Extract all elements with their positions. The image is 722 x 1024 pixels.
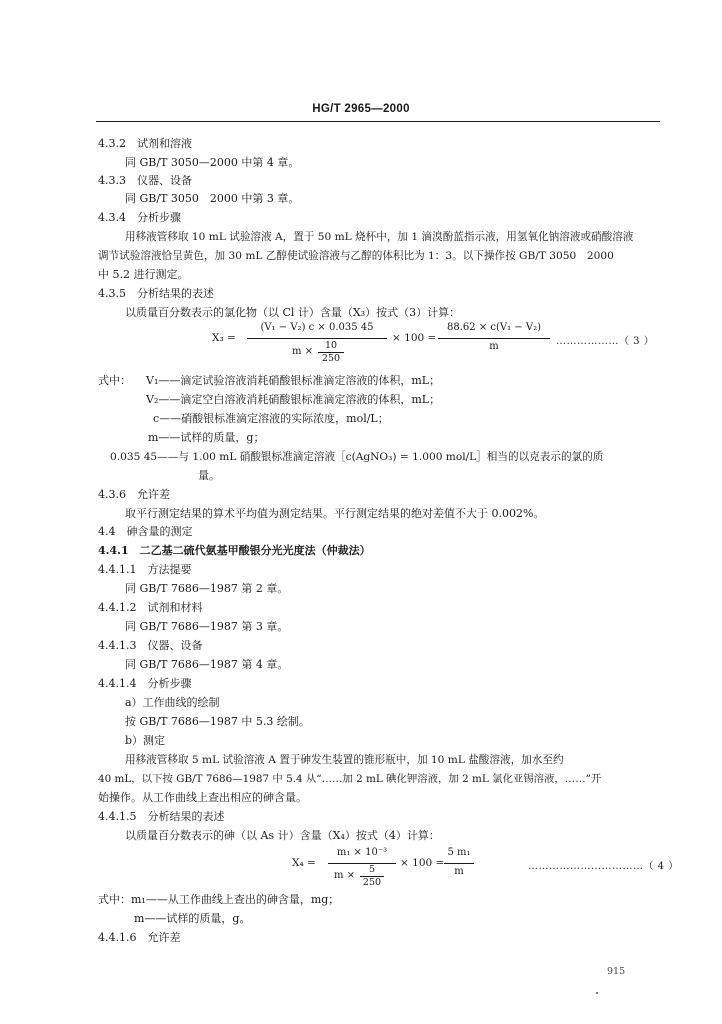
section-4-4-1-3-heading: 4.4.1.3 仪器、设备	[98, 639, 203, 652]
section-4-4-1-1-heading: 4.4.1.1 方法提要	[98, 563, 192, 576]
section-4-4-1-2-heading: 4.4.1.2 试剂和材料	[98, 601, 203, 614]
section-4-3-4-paragraph-line-3: 中 5.2 进行测定。	[98, 268, 189, 281]
formula-3-times-100: × 100 =	[392, 332, 437, 344]
section-4-3-6-body: 取平行测定结果的算术平均值为测定结果。平行测定结果的绝对差值不大于 0.002%。	[125, 507, 545, 520]
formula-4-inner-denominator: 250	[362, 877, 382, 888]
variable-m-definition: m——试样的质量，g；	[148, 431, 265, 444]
formula-4-second-denominator: m	[454, 866, 464, 877]
formula-3-lhs: X₃ =	[212, 332, 236, 344]
constant-definition-continuation: 量。	[198, 469, 220, 482]
section-4-4-1-5-heading: 4.4.1.5 分析结果的表述	[98, 810, 225, 823]
section-4-3-4-heading: 4.3.4 分析步骤	[98, 211, 181, 224]
step-b-paragraph-line-1: 用移液管移取 5 mL 试验溶液 A 置于砷发生装置的锥形瓶中，加 10 mL 盐酸溶液，加水至约	[125, 754, 564, 766]
formula-4-lhs: X₄ =	[292, 857, 316, 869]
formula-4-second-fraction-bar	[444, 863, 474, 864]
formula-4-number: ……………………………（ 4 ）	[528, 861, 679, 872]
variable-m-definition-formula-4: m——试样的质量，g。	[134, 912, 251, 925]
step-b-heading: b）测定	[125, 734, 166, 747]
variable-v2-definition: V₂——滴定空白溶液消耗硝酸银标准滴定溶液的体积，mL；	[146, 393, 441, 406]
formula-3-fraction-bar	[247, 338, 387, 339]
section-4-3-5-heading: 4.3.5 分析结果的表述	[98, 287, 214, 300]
variable-c-definition: c——硝酸银标准滴定溶液的实际浓度，mol/L；	[153, 412, 389, 425]
section-4-4-1-heading: 4.4.1 二乙基二硫代氨基甲酸银分光光度法（仲裁法）	[98, 544, 371, 557]
step-b-paragraph-line-3: 始操作。从工作曲线上查出相应的砷含量。	[98, 791, 307, 804]
where-label-formula-3: 式中：	[98, 374, 131, 387]
section-4-4-1-3-body: 同 GB/T 7686—1987 第 4 章。	[125, 658, 289, 671]
section-4-3-3-body: 同 GB/T 3050 2000 中第 3 章。	[125, 192, 300, 205]
variable-v1-definition: V₁——滴定试验溶液消耗硝酸银标准滴定溶液的体积，mL；	[146, 374, 441, 387]
section-4-4-1-6-heading: 4.4.1.6 允许差	[98, 931, 181, 944]
section-4-4-1-1-body: 同 GB/T 7686—1987 第 2 章。	[125, 582, 289, 595]
header-rule	[96, 121, 660, 122]
formula-3-inner-denominator: 250	[321, 353, 341, 364]
section-4-3-4-paragraph-line-1: 用移液管移取 10 mL 试验溶液 A，置于 50 mL 烧杯中，加 1 滴溴酚蓝指示液，用氢氧化钠溶液或硝酸溶液	[125, 231, 634, 243]
step-a-body: 按 GB/T 7686—1987 中 5.3 绘制。	[125, 715, 310, 728]
formula-3-number: ………………（ 3 ）	[556, 336, 655, 347]
formula-3-denominator-prefix: m ×	[292, 346, 314, 357]
formula-4-times-100: × 100 =	[400, 857, 445, 869]
section-4-4-heading: 4.4 砷含量的测定	[98, 525, 193, 538]
formula-3-second-numerator: 88.62 × c(V₁ − V₂)	[447, 322, 541, 333]
formula-3-inner-numerator: 10	[324, 340, 338, 351]
scan-speck	[596, 992, 598, 994]
step-b-paragraph-line-2: 40 mL，以下按 GB/T 7686—1987 中 5.4 从“……加 2 mL 碘化钾溶液，加 2 mL 氯化亚锡溶液，……”开	[98, 773, 602, 785]
section-4-3-6-heading: 4.3.6 允许差	[98, 488, 170, 501]
page-number: 915	[607, 966, 626, 977]
formula-3-numerator: (V₁ − V₂) c × 0.035 45	[260, 322, 374, 333]
formula-4-denominator-prefix: m ×	[334, 870, 356, 881]
section-4-3-2-body: 同 GB/T 3050—2000 中第 4 章。	[125, 156, 300, 169]
standard-code-header: HG/T 2965—2000	[312, 103, 410, 115]
formula-4-numerator: m₁ × 10⁻³	[336, 847, 388, 858]
step-a-heading: a）工作曲线的绘制	[125, 696, 220, 709]
section-4-4-1-2-body: 同 GB/T 7686—1987 第 3 章。	[125, 620, 289, 633]
section-4-3-2-heading: 4.3.2 试剂和溶液	[98, 137, 192, 150]
where-label-formula-4: 式中：m₁——从工作曲线上查出的砷含量，mg；	[98, 893, 340, 906]
section-4-3-4-paragraph-line-2: 调节试验溶液恰呈黄色，加 30 mL 乙醇使试验溶液与乙醇的体积比为 1：3。以下操作按 GB/T 3050 2000	[98, 250, 614, 262]
formula-4-second-numerator: 5 m₁	[447, 847, 471, 858]
formula-3-second-denominator: m	[489, 341, 499, 352]
section-4-3-5-body: 以质量百分数表示的氯化物（以 Cl 计）含量（X₃）按式（3）计算：	[125, 306, 461, 319]
formula-3-second-fraction-bar	[438, 338, 550, 339]
section-4-4-1-5-body: 以质量百分数表示的砷（以 As 计）含量（X₄）按式（4）计算：	[125, 829, 440, 842]
constant-0-03545-definition: 0.035 45——与 1.00 mL 硝酸银标准滴定溶液［c(AgNO₃) = 1.000 mol/L］相当的以克表示的氯的质	[110, 451, 604, 463]
formula-4-inner-numerator: 5	[368, 864, 376, 875]
section-4-3-3-heading: 4.3.3 仪器、设备	[98, 174, 192, 187]
section-4-4-1-4-heading: 4.4.1.4 分析步骤	[98, 677, 192, 690]
